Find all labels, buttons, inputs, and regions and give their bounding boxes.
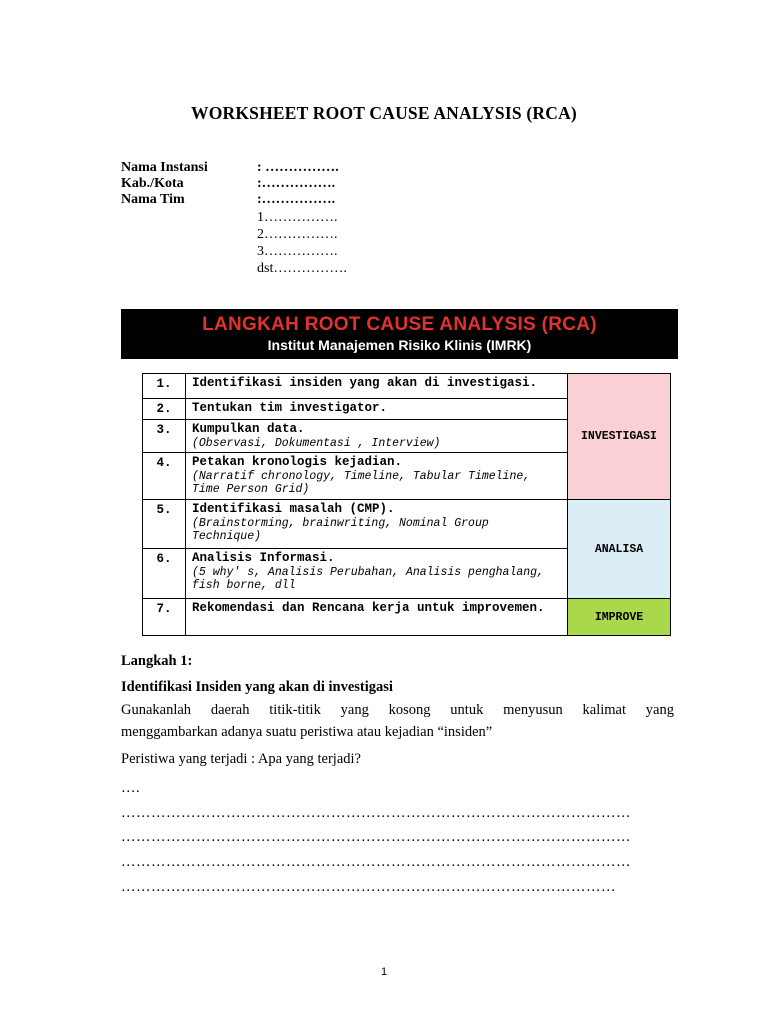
step-note: (5 why' s, Analisis Perubahan, Analisis penghalang, fish borne, dll: [192, 566, 544, 592]
answer-line-1[interactable]: ….: [121, 780, 141, 796]
step-text: Rekomendasi dan Rencana kerja untuk improvemen.: [192, 601, 545, 615]
phase-investigasi: INVESTIGASI: [568, 374, 671, 500]
banner-title: LANGKAH ROOT CAUSE ANALYSIS (RCA): [202, 314, 597, 335]
table-row: [143, 599, 671, 636]
step-number: 1.: [143, 374, 186, 399]
step-number: 7.: [143, 599, 186, 636]
step-description: [186, 599, 568, 636]
team-member-etc: dst…………….: [257, 261, 347, 276]
rca-steps-table: [142, 373, 671, 636]
step1-subheading: Identifikasi Insiden yang akan di investigasi: [121, 679, 393, 695]
meta-value-kota: :…………….: [257, 176, 336, 191]
answer-line-4[interactable]: …………………………………………………………………………………………: [121, 854, 631, 870]
step-note: (Observasi, Dokumentasi , Interview): [192, 437, 441, 450]
step-text: Kumpulkan data.: [192, 422, 305, 436]
step-number: 4.: [143, 453, 186, 500]
meta-label-tim: Nama Tim: [121, 192, 185, 207]
page-number: 1: [380, 966, 388, 978]
team-member-2: 2…………….: [257, 227, 338, 242]
banner-subtitle: Institut Manajemen Risiko Klinis (IMRK): [267, 337, 532, 353]
instruction-paragraph: [121, 699, 674, 743]
step-description: [186, 374, 568, 399]
step-description: [186, 500, 568, 549]
step-description: [186, 549, 568, 599]
step-number: 3.: [143, 420, 186, 453]
team-member-1: 1…………….: [257, 210, 338, 225]
answer-line-3[interactable]: …………………………………………………………………………………………: [121, 829, 631, 845]
meta-value-tim: :…………….: [257, 192, 336, 207]
step-text: Identifikasi insiden yang akan di investigasi.: [192, 376, 538, 390]
document-title: WORKSHEET ROOT CAUSE ANALYSIS (RCA): [191, 103, 577, 123]
step-text: Identifikasi masalah (CMP).: [192, 502, 395, 516]
step-description: [186, 453, 568, 500]
table-row: [143, 374, 671, 399]
step-text: Tentukan tim investigator.: [192, 401, 388, 415]
phase-analisa: ANALISA: [568, 500, 671, 599]
rca-banner: [121, 309, 678, 359]
step-number: 5.: [143, 500, 186, 549]
step1-heading: Langkah 1:: [121, 653, 193, 669]
meta-label-instansi: Nama Instansi: [121, 160, 208, 175]
step-description: [186, 420, 568, 453]
team-member-3: 3…………….: [257, 244, 338, 259]
step-note: (Brainstorming, brainwriting, Nominal Group Technique): [192, 517, 489, 543]
instruction-line-2: menggambarkan adanya suatu peristiwa atau kejadian “insiden”: [121, 724, 493, 740]
answer-line-2[interactable]: …………………………………………………………………………………………: [121, 805, 631, 821]
step-note: (Narratif chronology, Timeline, Tabular Timeline, Time Person Grid): [192, 470, 531, 496]
phase-improve: IMPROVE: [568, 599, 671, 636]
question-text: Peristiwa yang terjadi : Apa yang terjadi?: [121, 751, 361, 767]
instruction-line-1: Gunakanlah daerah titik-titik yang kosong untuk menyusun kalimat yang: [121, 702, 674, 718]
step-description: [186, 399, 568, 420]
step-text: Analisis Informasi.: [192, 551, 335, 565]
meta-value-instansi: : …………….: [257, 160, 339, 175]
step-text: Petakan kronologis kejadian.: [192, 455, 403, 469]
step-number: 2.: [143, 399, 186, 420]
step-number: 6.: [143, 549, 186, 599]
answer-line-5[interactable]: ………………………………………………………………………………………: [121, 879, 616, 895]
table-row: [143, 500, 671, 549]
meta-label-kota: Kab./Kota: [121, 176, 184, 191]
